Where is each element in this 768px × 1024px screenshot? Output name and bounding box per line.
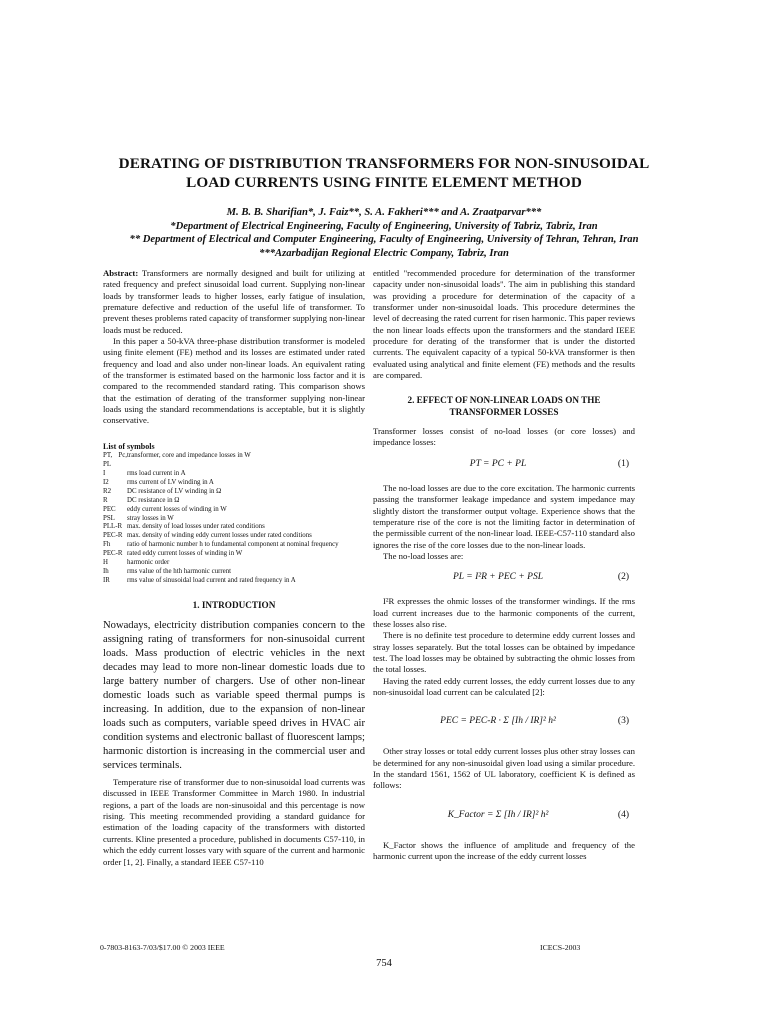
- paper-title: [60, 154, 708, 192]
- symbol-description: ratio of harmonic number h to fundamental component at nominal frequency: [127, 541, 339, 549]
- equation-3-formula: PEC = PEC-R · Σ [Ih / IR]² h²: [440, 716, 556, 727]
- equation-1-number: (1): [617, 458, 629, 469]
- intro-heading: 1. INTRODUCTION: [192, 599, 276, 610]
- symbol-name: PEC-R: [103, 550, 123, 558]
- symbol-description: rms value of the hth harmonic current: [127, 567, 232, 575]
- symbol-name: I2: [103, 478, 109, 486]
- title-line-1: DERATING OF DISTRIBUTION TRANSFORMERS FOR NON-SINUSOIDAL: [118, 155, 650, 172]
- symbol-name: R2: [103, 487, 112, 495]
- right-column: [373, 268, 635, 862]
- symbol-name: PEC-R: [103, 532, 123, 540]
- symbol-description: harmonic order: [127, 559, 170, 567]
- symbol-name: PEC: [103, 505, 116, 513]
- equation-3-number: (3): [617, 716, 629, 727]
- affiliation-1: *Department of Electrical Engineering, Faculty of Engineering, University of Tabriz, Tabriz, Iran: [170, 220, 598, 232]
- abstract-paragraph-2: In this paper a 50-kVA three-phase distribution transformer is modeled using finite element (FE) method and its losses are estimated under rated frequency and load and also under non-linear loads. An equivalent rating of the transformer is estimated based on the harmonic loss factor and it is compared to the recommended standard rating. This comparison shows that the estimation of derating of the transformer supplying non-linear loads using the standard recommendations is acceptable, but it is slightly conservative.: [103, 336, 365, 426]
- symbol-row: [103, 506, 365, 515]
- right-paragraph-9: K_Factor shows the influence of amplitude and frequency of the harmonic current upon the increase of the eddy current losses: [373, 839, 635, 862]
- symbol-row: [103, 470, 365, 479]
- affiliation-2: ** Department of Electrical and Computer Engineering, Faculty of Engineering, University of Tehran, Tehran, Iran: [129, 234, 639, 245]
- right-paragraph-6: There is no definite test procedure to determine eddy current losses and stray losses separately. But the total losses can be obtained by impedance test. The load losses may be obtained by subtracting the ohmic losses from the total losses.: [373, 630, 635, 675]
- symbol-description: DC resistance of LV winding in Ω: [127, 487, 222, 495]
- symbol-description: rms load current in A: [127, 469, 186, 477]
- symbol-row: [103, 532, 365, 541]
- author-block: [60, 206, 708, 260]
- symbol-row: [103, 550, 365, 559]
- right-paragraph-7: Having the rated eddy current losses, the eddy current losses due to any non-sinusoidal load current can be calculated [2]:: [373, 675, 635, 697]
- right-paragraph-5: I²R expresses the ohmic losses of the transformer windings. If the rms load current increases due to the harmonic components of the current, these losses also rise.: [373, 596, 635, 629]
- symbol-row: [103, 577, 365, 586]
- symbols-title: List of symbols: [103, 441, 155, 451]
- symbol-row: [103, 488, 365, 497]
- footer-copyright: 0-7803-8163-7/03/$17.00 © 2003 IEEE: [100, 943, 225, 952]
- symbol-name: R: [103, 496, 108, 504]
- symbol-description: rms value of sinusoidal load current and rated frequency in A: [127, 576, 296, 584]
- abstract-label: Abstract:: [103, 268, 139, 278]
- symbol-row: [103, 497, 365, 506]
- symbol-description: eddy current losses of winding in W: [127, 505, 227, 513]
- symbol-description: DC resistance in Ω: [127, 496, 180, 504]
- equation-4-formula: K_Factor = Σ [Ih / IR]² h²: [447, 809, 549, 820]
- symbol-name: Fh: [103, 541, 111, 549]
- symbol-description: rms current of LV winding in A: [127, 478, 214, 486]
- symbol-description: max. density of load losses under rated conditions: [127, 523, 265, 531]
- symbol-name: I: [103, 469, 106, 477]
- right-paragraph-2: Transformer losses consist of no-load losses (or core losses) and impedance losses:: [373, 426, 635, 448]
- title-line-2: LOAD CURRENTS USING FINITE ELEMENT METHOD: [186, 174, 582, 191]
- symbol-description: transformer, core and impedance losses in W: [127, 452, 251, 460]
- right-paragraph-4: The no-load losses are:: [383, 550, 464, 561]
- affiliation-3: ***Azarbadijan Regional Electric Company, Tabriz, Iran: [259, 247, 509, 259]
- intro-paragraph-1: Nowadays, electricity distribution companies concern to the assigning rating of transformers for non-sinusoidal current loads. Mass production of electric vehicles in the next decades may lead to more non-linear domestic loads due to large battery number of chargers. Use of other non-linear domestic loads such as variable speed thermal pumps is increasing. In addition, due to the expansion of non-linear loads such as computers, variable speed drives in HVAC air condition systems and electronic ballast of fluorescent lamps; harmonic distortion is increasing in the commercial user and services terminals.: [103, 620, 365, 772]
- page-number: 754: [376, 958, 392, 969]
- symbol-name: Ih: [103, 567, 109, 575]
- section-2-heading: [373, 395, 635, 418]
- symbol-row: [103, 479, 365, 488]
- equation-2: [373, 568, 635, 590]
- symbol-name: H: [103, 559, 108, 567]
- symbol-row: [103, 541, 365, 550]
- symbol-row: [103, 452, 365, 470]
- abstract-text-1: Transformers are normally designed and built for utilizing at rated frequency and prefect sinusoidal load current. Supplying non-linear loads by transformer leads to higher losses, early fatigue of insulation, premature defective and reduction of the useful life of transformer. To prevent theses problems rated capacity of transformer supplying non-linear loads must be reduced.: [103, 268, 365, 335]
- symbol-description: rated eddy current losses of winding in W: [127, 550, 243, 558]
- symbol-name: PT, Pc, PL: [103, 452, 127, 469]
- author-names: M. B. B. Sharifian*, J. Faiz**, S. A. Fakheri*** and A. Zraatparvar***: [226, 207, 542, 218]
- right-paragraph-1: entitled "recommended procedure for determination of the transformer capacity under non-sinusoidal loads". The aim in publishing this standard was providing a procedure for determination of the capacity of a transformer under non-sinusoidal loads. This procedure determines the level of decreasing the rated current for risen harmonic. This paper reviews the non linear loads effects upon the transformers and the standard IEEE procedure for derating of the transformer that is under the distorted currents. The equivalent capacity of a typical 50-kVA transformer is then evaluated using analytical and finite element (FE) methods and the results are compared.: [373, 268, 635, 381]
- right-paragraph-8: Other stray losses or total eddy current losses plus other stray losses can be determined for any non-sinusoidal given load using a similar procedure. In the standard 1561, 1562 of UL laboratory, coefficient K is defined as follows:: [373, 746, 635, 791]
- equation-2-formula: PL = I²R + PEC + PSL: [453, 572, 543, 583]
- left-column: [103, 268, 365, 868]
- symbol-description: max. density of winding eddy current losses under rated conditions: [127, 532, 312, 540]
- symbol-description: stray losses in W: [127, 514, 174, 522]
- equation-4-number: (4): [617, 809, 629, 820]
- footer-conference: ICECS-2003: [540, 943, 581, 952]
- symbol-row: [103, 523, 365, 532]
- symbols-table: [103, 452, 365, 586]
- equation-4: [373, 798, 635, 834]
- abstract-paragraph-1: [103, 268, 365, 336]
- symbol-row: [103, 515, 365, 524]
- symbol-row: [103, 568, 365, 577]
- equation-1: [373, 455, 635, 477]
- intro-paragraph-2: Temperature rise of transformer due to non-sinusoidal load currents was discussed in IEEE Transformer Committee in March 1980. In industrial regions, a part of the loads are non-sinusoidal and this percentage is now rising. This meeting recommended providing a standard guidance for estimation of the loading capacity of the transformers with distorted currents. Kline presented a procedure, published in documents C57-110, in which the eddy current losses vary with square of the current and harmonic order [1, 2]. Finally, a standard IEEE C57-110: [103, 777, 365, 867]
- equation-1-formula: PT = PC + PL: [469, 458, 527, 469]
- symbol-name: IR: [103, 576, 110, 584]
- right-paragraph-3: The no-load losses are due to the core excitation. The harmonic currents passing the transformer leakage impedance and system impedance may slightly distort the transformer output voltage. Experience shows that the temperature rise of the core is not the limiting factor in determination of the permissible current of the non-linear load. IEEE-C57-110 standard also ignores the rise of the core losses due to the non-linear loads.: [373, 482, 635, 550]
- equation-2-number: (2): [617, 572, 629, 583]
- section-2-heading-line-2: TRANSFORMER LOSSES: [449, 406, 559, 417]
- symbol-name: PSL: [103, 514, 115, 522]
- symbol-name: PLL-R: [103, 523, 123, 531]
- equation-3: [373, 704, 635, 740]
- section-2-heading-line-1: 2. EFFECT OF NON-LINEAR LOADS ON THE: [407, 395, 601, 406]
- symbol-row: [103, 559, 365, 568]
